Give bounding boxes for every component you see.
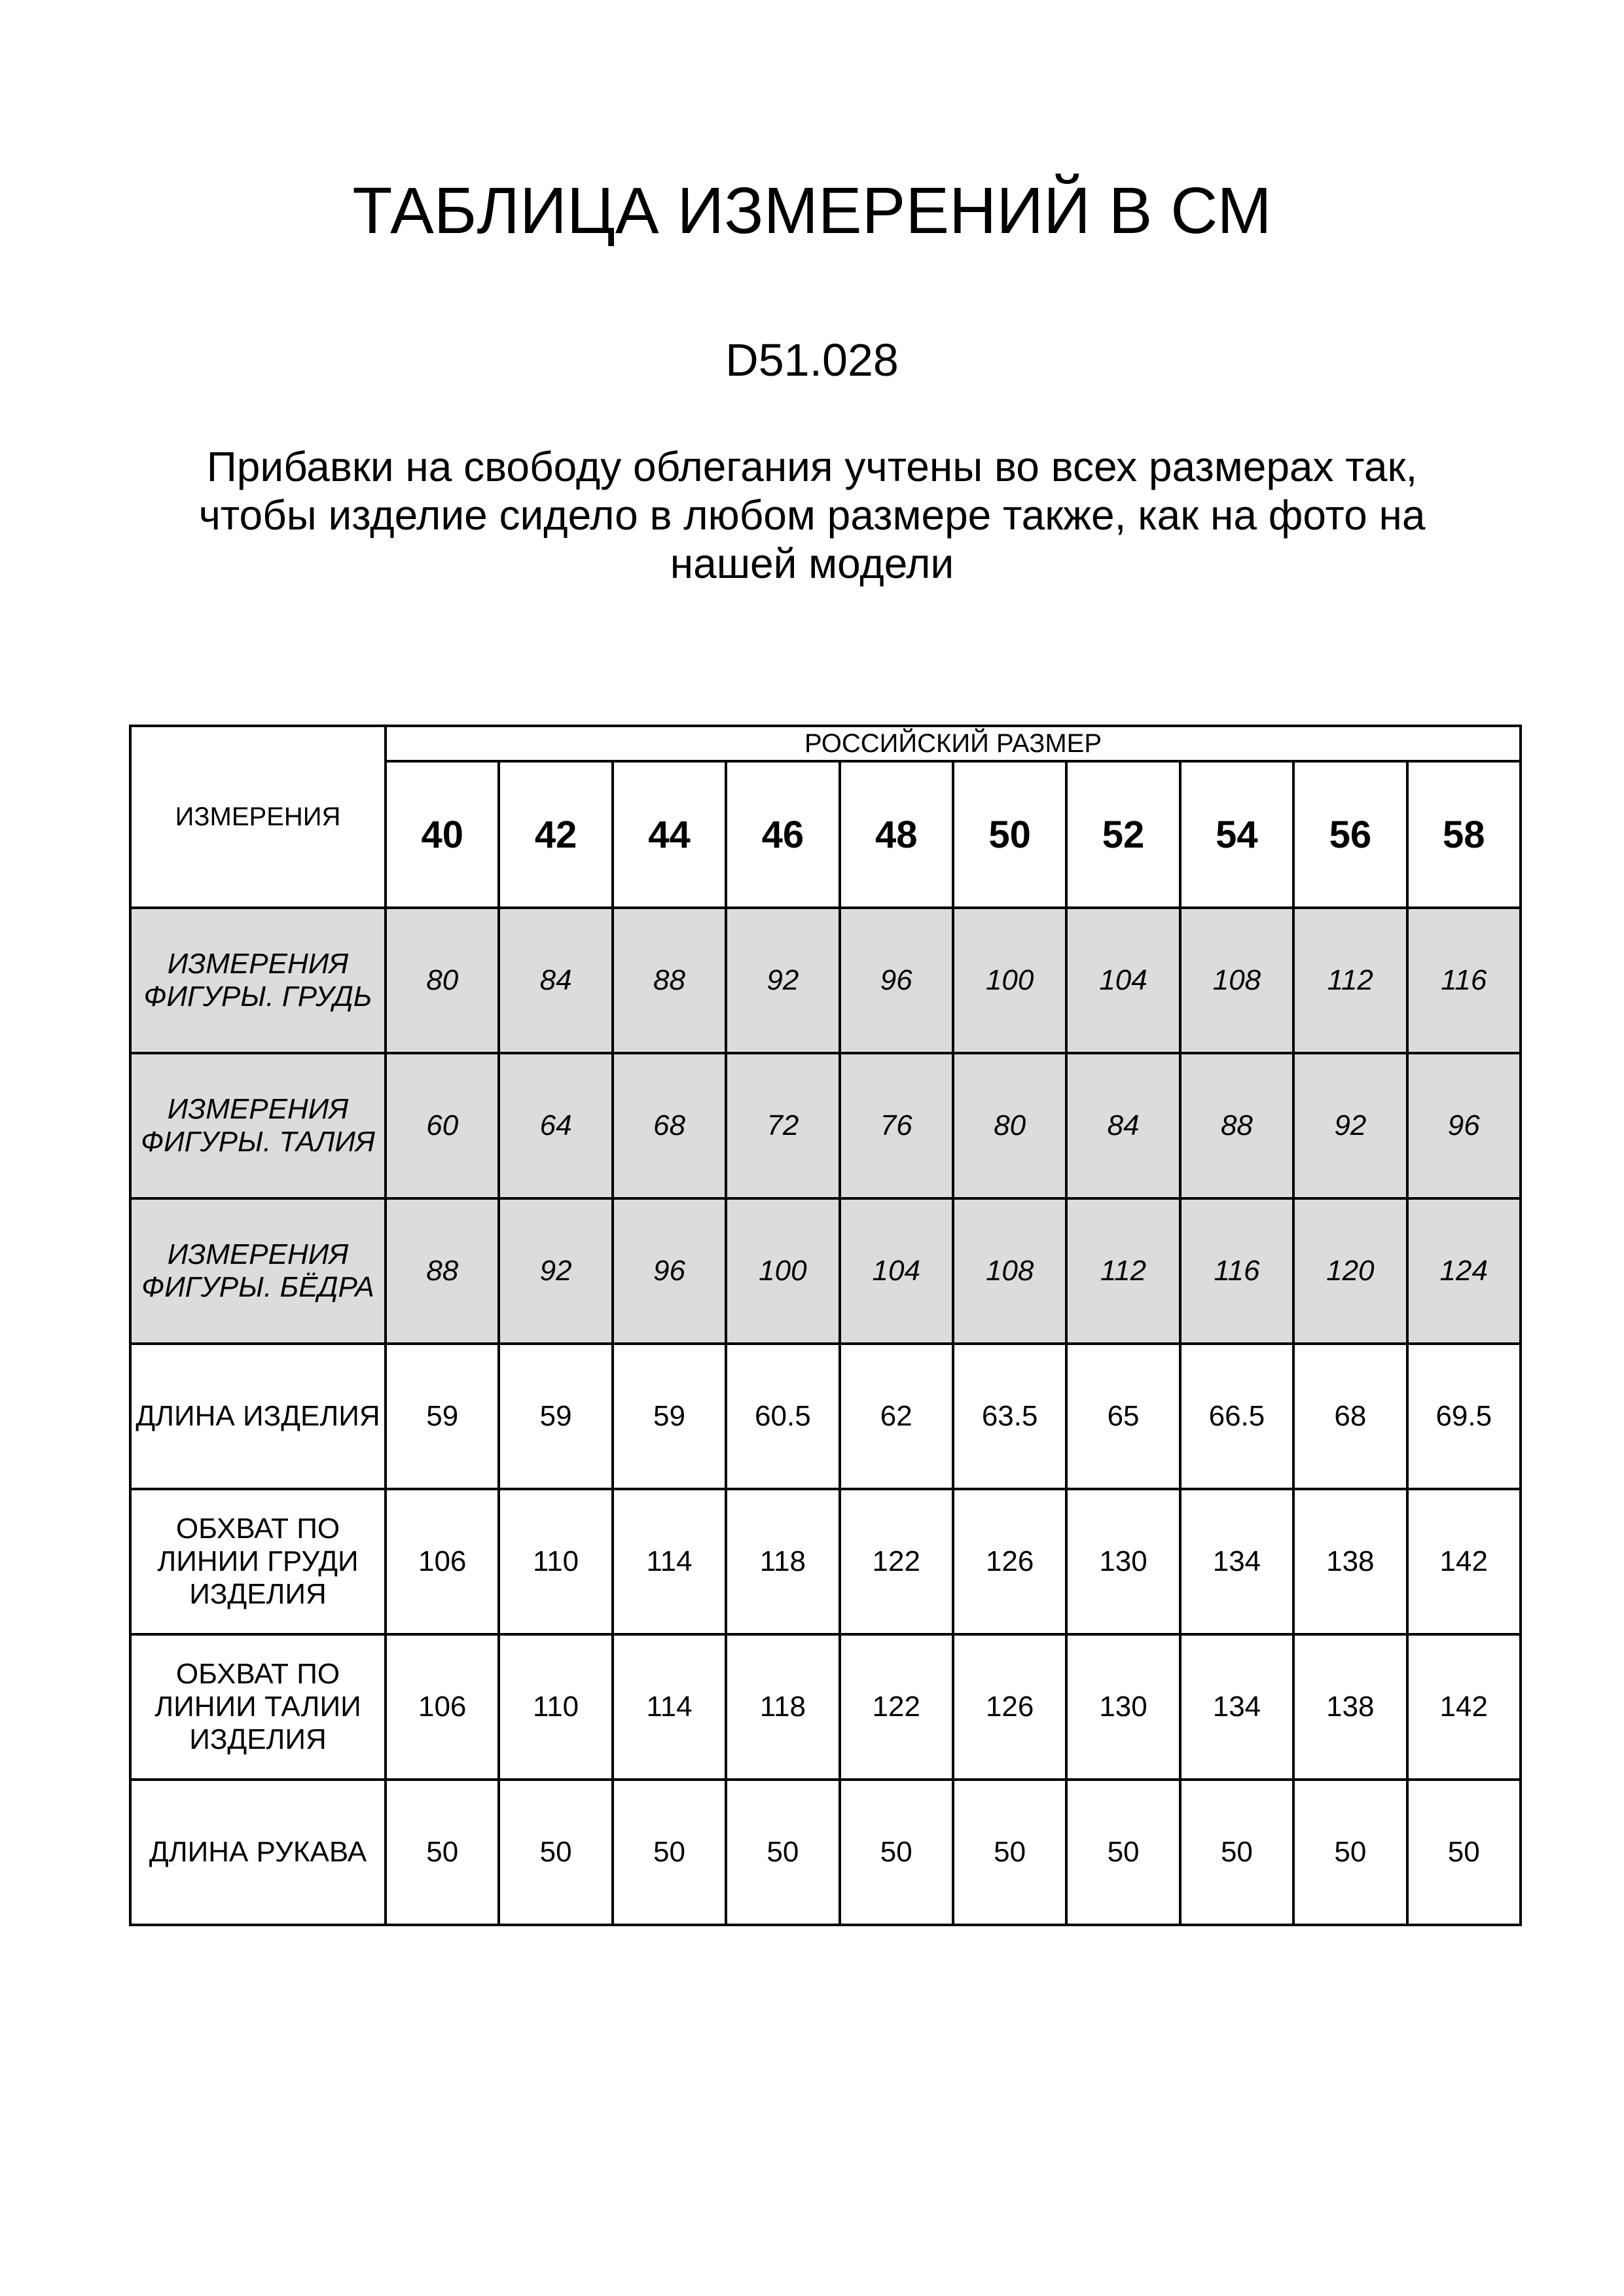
table-cell: 120 — [1293, 1198, 1407, 1344]
table-cell: 104 — [840, 1198, 953, 1344]
row-label-line: ДЛИНА РУКАВА — [149, 1836, 367, 1868]
table-cell: 60 — [386, 1053, 499, 1198]
table-cell: 114 — [613, 1489, 726, 1634]
measurements-header: ИЗМЕРЕНИЯ — [130, 726, 386, 908]
size-header-cell: 48 — [840, 761, 953, 908]
fit-note-line: чтобы изделие сидело в любом размере также, как на фото на — [198, 492, 1426, 539]
row-label-line: ЛИНИИ ГРУДИ — [157, 1545, 359, 1577]
row-label-line: ИЗМЕРЕНИЯ — [167, 948, 349, 980]
row-label-line: ФИГУРЫ. БЁДРА — [141, 1271, 374, 1303]
row-label — [130, 1634, 386, 1780]
table-cell: 50 — [1293, 1780, 1407, 1925]
table-cell: 110 — [499, 1489, 612, 1634]
table-cell: 126 — [953, 1634, 1066, 1780]
table-cell: 138 — [1293, 1634, 1407, 1780]
table-cell: 63.5 — [953, 1344, 1066, 1489]
table-body — [130, 908, 1521, 1925]
table-cell: 138 — [1293, 1489, 1407, 1634]
table-cell: 50 — [499, 1780, 612, 1925]
size-header-cell: 44 — [613, 761, 726, 908]
table-cell: 69.5 — [1407, 1344, 1521, 1489]
table-cell: 126 — [953, 1489, 1066, 1634]
size-header-cell: 50 — [953, 761, 1066, 908]
table-cell: 64 — [499, 1053, 612, 1198]
table-cell: 88 — [386, 1198, 499, 1344]
row-label-line: ЛИНИИ ТАЛИИ — [154, 1691, 361, 1723]
table-cell: 88 — [1180, 1053, 1293, 1198]
table-cell: 92 — [499, 1198, 612, 1344]
row-label-line: ИЗМЕРЕНИЯ — [167, 1093, 349, 1125]
table-cell: 100 — [726, 1198, 839, 1344]
table-cell: 66.5 — [1180, 1344, 1293, 1489]
table-row — [130, 1489, 1521, 1634]
fit-note-line: Прибавки на свободу облегания учтены во всех размерах так, — [206, 443, 1418, 490]
table-cell: 116 — [1180, 1198, 1293, 1344]
table-cell: 100 — [953, 908, 1066, 1053]
table-cell: 68 — [1293, 1344, 1407, 1489]
row-label — [130, 1489, 386, 1634]
table-cell: 88 — [613, 908, 726, 1053]
table-cell: 76 — [840, 1053, 953, 1198]
table-row — [130, 1053, 1521, 1198]
size-header-cell: 56 — [1293, 761, 1407, 908]
page-title: ТАБЛИЦА ИЗМЕРЕНИЙ В СМ — [352, 174, 1272, 247]
fit-note-line: нашей модели — [670, 540, 954, 587]
table-row — [130, 1780, 1521, 1925]
row-label-line: ДЛИНА ИЗДЕЛИЯ — [135, 1400, 380, 1432]
table-cell: 106 — [386, 1489, 499, 1634]
table-cell: 114 — [613, 1634, 726, 1780]
table-cell: 84 — [1066, 1053, 1180, 1198]
row-label — [130, 1198, 386, 1344]
row-label-line: ИЗДЕЛИЯ — [189, 1578, 327, 1610]
row-label-line: ФИГУРЫ. ГРУДЬ — [143, 980, 372, 1013]
row-label — [130, 1053, 386, 1198]
size-header-cell: 46 — [726, 761, 839, 908]
table-cell: 92 — [1293, 1053, 1407, 1198]
table-cell: 72 — [726, 1053, 839, 1198]
row-label-line: ОБХВАТ ПО — [175, 1658, 340, 1690]
table-cell: 118 — [726, 1489, 839, 1634]
table-row — [130, 1198, 1521, 1344]
size-chart-table — [129, 725, 1522, 1926]
table-cell: 59 — [386, 1344, 499, 1489]
table-cell: 142 — [1407, 1634, 1521, 1780]
table-cell: 134 — [1180, 1489, 1293, 1634]
product-code: D51.028 — [725, 334, 899, 386]
row-label — [130, 1344, 386, 1489]
table-cell: 142 — [1407, 1489, 1521, 1634]
table-cell: 50 — [1180, 1780, 1293, 1925]
table-cell: 96 — [1407, 1053, 1521, 1198]
table-cell: 110 — [499, 1634, 612, 1780]
table-cell: 50 — [613, 1780, 726, 1925]
table-cell: 50 — [1407, 1780, 1521, 1925]
table-cell: 50 — [953, 1780, 1066, 1925]
table-cell: 108 — [953, 1198, 1066, 1344]
table-cell: 60.5 — [726, 1344, 839, 1489]
row-label-line: ОБХВАТ ПО — [175, 1513, 340, 1545]
size-header-cell: 40 — [386, 761, 499, 908]
table-cell: 112 — [1066, 1198, 1180, 1344]
table-cell: 84 — [499, 908, 612, 1053]
table-cell: 59 — [613, 1344, 726, 1489]
table-cell: 122 — [840, 1634, 953, 1780]
table-cell: 96 — [840, 908, 953, 1053]
table-cell: 134 — [1180, 1634, 1293, 1780]
table-row — [130, 1634, 1521, 1780]
table-cell: 50 — [726, 1780, 839, 1925]
table-cell: 124 — [1407, 1198, 1521, 1344]
table-cell: 80 — [386, 908, 499, 1053]
table-cell: 59 — [499, 1344, 612, 1489]
table-cell: 96 — [613, 1198, 726, 1344]
table-cell: 130 — [1066, 1489, 1180, 1634]
table-cell: 65 — [1066, 1344, 1180, 1489]
russian-size-header: РОССИЙСКИЙ РАЗМЕР — [386, 726, 1521, 761]
row-label-line: ИЗМЕРЕНИЯ — [167, 1238, 349, 1270]
row-label — [130, 1780, 386, 1925]
table-cell: 80 — [953, 1053, 1066, 1198]
table-cell: 106 — [386, 1634, 499, 1780]
size-header-cell: 52 — [1066, 761, 1180, 908]
table-cell: 116 — [1407, 908, 1521, 1053]
table-cell: 50 — [840, 1780, 953, 1925]
table-row — [130, 1344, 1521, 1489]
table-cell: 92 — [726, 908, 839, 1053]
table-cell: 130 — [1066, 1634, 1180, 1780]
table-cell: 50 — [1066, 1780, 1180, 1925]
size-header-cell: 42 — [499, 761, 612, 908]
row-label-line: ФИГУРЫ. ТАЛИЯ — [141, 1126, 375, 1158]
table-cell: 104 — [1066, 908, 1180, 1053]
table-cell: 118 — [726, 1634, 839, 1780]
row-label — [130, 908, 386, 1053]
table-cell: 62 — [840, 1344, 953, 1489]
size-header-cell: 54 — [1180, 761, 1293, 908]
table-row — [130, 908, 1521, 1053]
row-label-line: ИЗДЕЛИЯ — [189, 1723, 327, 1755]
table-cell: 112 — [1293, 908, 1407, 1053]
table-cell: 68 — [613, 1053, 726, 1198]
fit-note — [131, 442, 1493, 588]
table-cell: 108 — [1180, 908, 1293, 1053]
table-cell: 122 — [840, 1489, 953, 1634]
size-header-cell: 58 — [1407, 761, 1521, 908]
table-cell: 50 — [386, 1780, 499, 1925]
